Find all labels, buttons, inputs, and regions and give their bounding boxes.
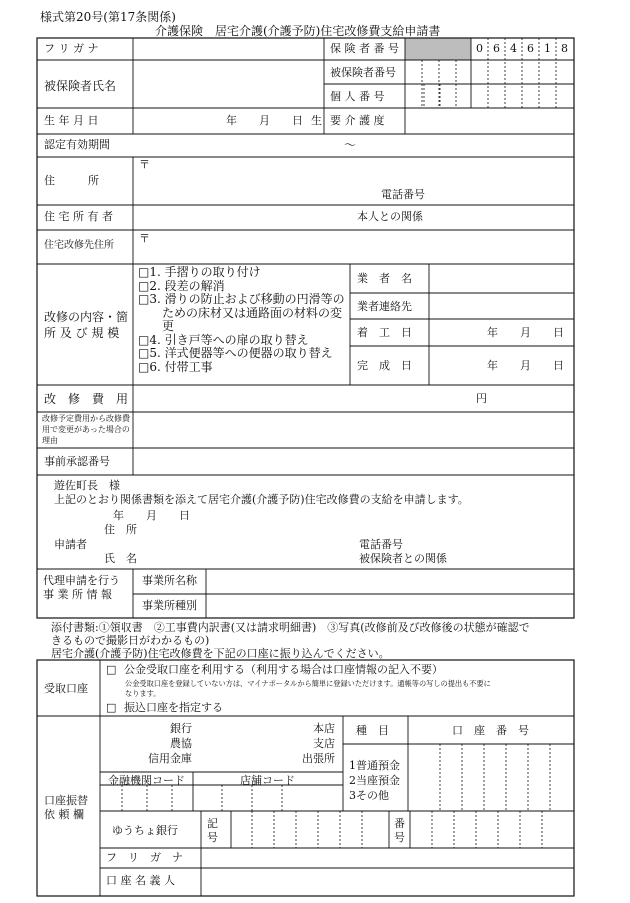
bank-type: 銀行 [170, 722, 192, 735]
option2-checkbox[interactable]: □ [106, 701, 117, 714]
application-date: 年 月 日 [113, 509, 190, 522]
renovation-content-label-1: 改修の内容・箇 [44, 310, 129, 324]
renovation-cost-label: 改 修 費 用 [44, 392, 129, 406]
postal-mark: 〒 [139, 158, 150, 171]
completion-date-value: 年 月 日 [487, 359, 564, 372]
option1-note-2: なります。 [125, 689, 161, 698]
application-statement: 上記のとおり関係書類を添えて居宅介護(介護予防)住宅改修費の支給を申請します。 [54, 493, 469, 506]
renovation-content-label-2: 所 及 び 規 模 [44, 326, 120, 340]
option1-label: 公金受取口座を利用する（利用する場合は口座情報の記入不要） [124, 663, 443, 676]
prior-approval-label: 事前承認番号 [44, 455, 110, 468]
yucho-label: ゆうちょ銀行 [112, 824, 178, 837]
account-type-option[interactable]: 3その他 [349, 789, 389, 802]
applicant-name-label: 氏 名 [104, 552, 137, 565]
account-type-option[interactable]: 1普通預金 [349, 759, 400, 772]
work-item-cont: ための床材又は通路面の材料の変 [138, 305, 343, 320]
birth-suffix: 生 [311, 114, 322, 127]
option2-label: 振込口座を指定する [124, 701, 223, 714]
work-item-cont: 更 [138, 319, 175, 333]
work-items-list [138, 266, 350, 374]
insurer-digit: 4 [510, 42, 517, 55]
branch-code-label: 店舗コード [240, 774, 295, 787]
option1-checkbox[interactable]: □ [106, 663, 117, 676]
branch-type: 出張所 [302, 752, 335, 765]
care-level-label: 要 介 護 度 [330, 114, 385, 127]
branch-type: 本店 [313, 722, 335, 735]
certification-period-label: 認定有効期間 [44, 138, 110, 151]
applicant-label: 申請者 [54, 538, 87, 551]
address-label: 住 所 [44, 174, 99, 187]
applicant-phone-label: 電話番号 [359, 538, 403, 551]
yen-unit: 円 [476, 392, 487, 405]
account-number-label: 口 座 番 号 [452, 724, 529, 737]
transfer-label-1: 口座振替 [44, 794, 88, 807]
postal-mark-2: 〒 [139, 232, 150, 245]
number-label-2: 号 [394, 831, 405, 844]
relation-label: 本人との関係 [357, 210, 423, 223]
account-type-option[interactable]: 2当座預金 [349, 774, 400, 787]
work-item[interactable]: □3. 滑りの防止および移動の円滑等の [138, 292, 345, 306]
insured-name-label: 被保険者氏名 [44, 79, 117, 93]
phone-label: 電話番号 [381, 188, 425, 201]
insurer-digit: 8 [561, 42, 568, 55]
work-item[interactable]: □1. 手摺りの取り付け [138, 265, 261, 279]
start-date-value: 年 月 日 [487, 326, 564, 339]
work-item[interactable]: □5. 洋式便器等への便器の取り替え [138, 346, 333, 360]
start-date-label: 着 工 日 [357, 326, 412, 339]
birthdate-value: 年 月 日 [226, 114, 303, 127]
insurer-digit: 6 [493, 42, 500, 55]
attachments-line-2: きるもので撮影日がわかるもの) [51, 634, 210, 647]
symbol-label-2: 号 [207, 831, 218, 844]
transfer-request: 居宅介護(介護予防)住宅改修費を下記の口座に振り込んでください。 [51, 647, 390, 660]
work-item[interactable]: □6. 付帯工事 [138, 359, 213, 374]
symbol-label-1: 記 [207, 817, 218, 830]
insurer-number-label: 保 険 者 番 号 [330, 42, 399, 55]
personal-number-label: 個 人 番 号 [330, 90, 385, 103]
form-title: 介護保険 居宅介護(介護予防)住宅改修費支給申請書 [155, 24, 441, 38]
completion-date-label: 完 成 日 [357, 359, 412, 372]
insurer-digit: 0 [476, 42, 483, 55]
account-type-label: 種 目 [356, 724, 389, 737]
period-tilde: ～ [344, 138, 357, 152]
applicant-address-label: 住 所 [104, 523, 137, 536]
insurer-digit: 6 [527, 42, 534, 55]
agent-label-1: 代理申請を行う [43, 574, 120, 587]
furigana-label: フ リ ガ ナ [44, 42, 99, 55]
contractor-name-label: 業 者 名 [357, 272, 412, 285]
agent-label-2: 事 業 所 情 報 [43, 588, 112, 601]
owner-label: 住 宅 所 有 者 [44, 210, 113, 223]
form-number: 様式第20号(第17条関係) [40, 10, 176, 24]
work-item[interactable]: □2. 段差の解消 [138, 278, 225, 293]
office-name-label: 事業所名称 [142, 574, 197, 587]
branch-type: 支店 [313, 737, 335, 750]
birthdate-label: 生 年 月 日 [44, 114, 99, 127]
insurer-shaded-cell [405, 38, 471, 60]
contractor-contact-label: 業者連絡先 [357, 300, 412, 313]
attachments-line-1: 添付書類:①領収書 ②工事費内訳書(又は請求明細書) ③写真(改修前及び改修後の状態が確認で [51, 621, 530, 634]
addressee: 遊佐町長 様 [54, 479, 120, 492]
work-item[interactable]: □4. 引き戸等への扉の取り替え [138, 332, 309, 347]
change-reason-label: 改修予定費用から改修費用で変更があった場合の理由 [42, 414, 130, 445]
transfer-label-2: 依 頼 欄 [44, 808, 84, 821]
account-holder-label: 口 座 名 義 人 [106, 874, 175, 887]
bank-type: 信用金庫 [148, 752, 192, 765]
bank-type: 農協 [170, 737, 192, 750]
insurer-digit: 1 [544, 42, 551, 55]
applicant-relation-label: 被保険者との関係 [359, 552, 447, 565]
receipt-account-label: 受取口座 [44, 682, 88, 695]
renovation-address-label: 住宅改修先住所 [44, 240, 114, 251]
insured-number-label: 被保険者番号 [330, 66, 396, 79]
holder-furigana-label: フ リ ガ ナ [106, 851, 183, 864]
option1-note-1: 公金受取口座を登録していない方は、マイナポータルから簡単に登録いただけます。通帳等の写しの提出も不要に [125, 679, 491, 688]
office-type-label: 事業所種別 [142, 599, 197, 612]
number-label-1: 番 [394, 817, 405, 830]
bank-code-label: 金融機関コード [108, 774, 185, 787]
